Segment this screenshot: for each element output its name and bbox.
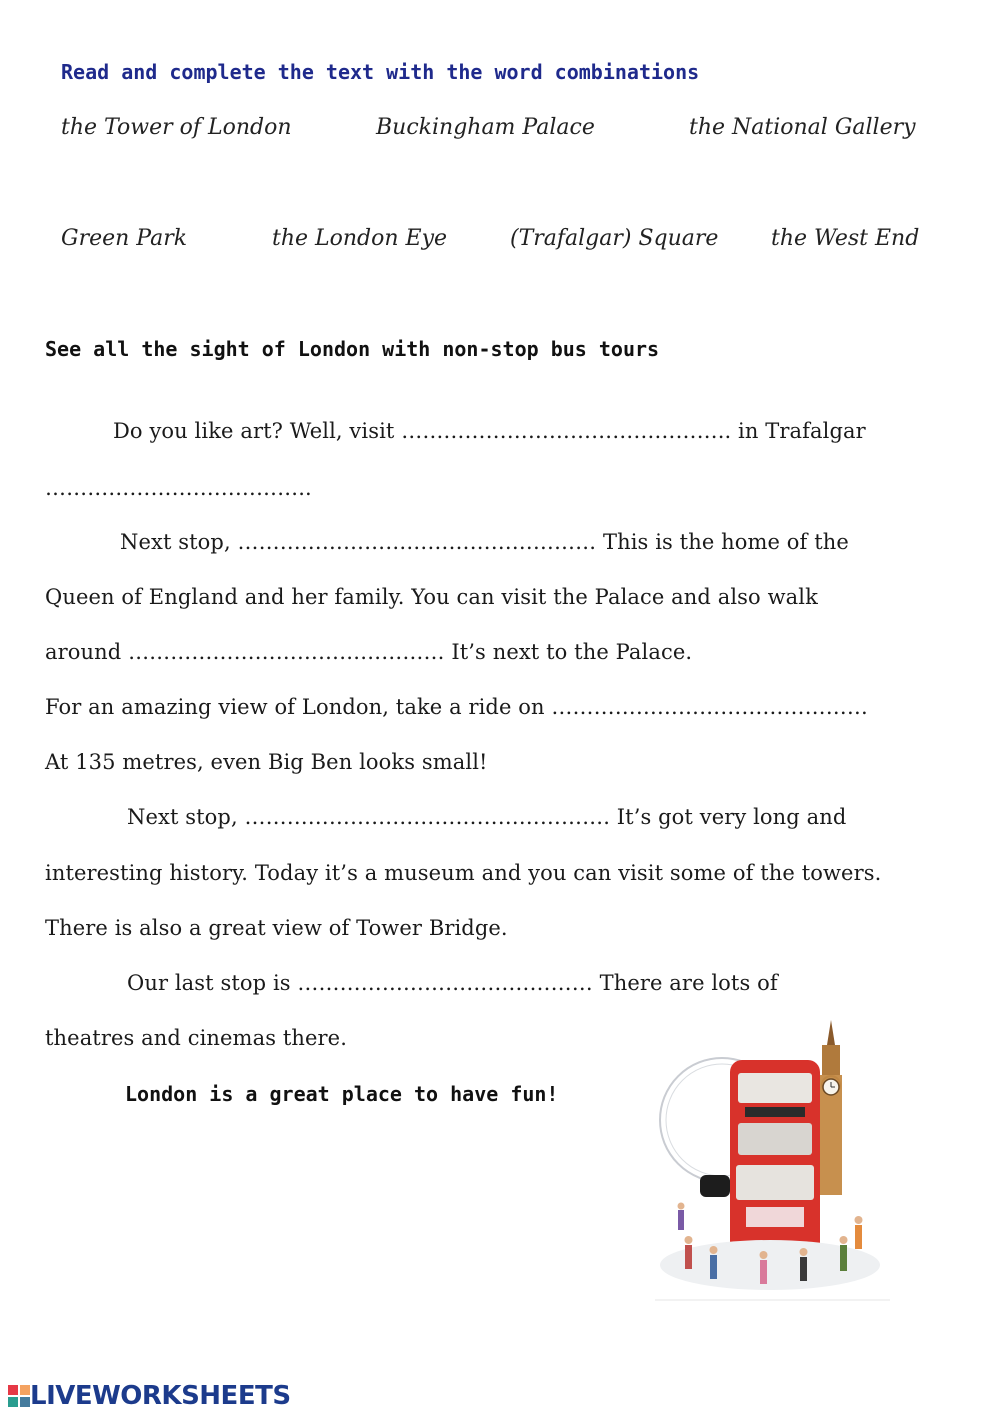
taxi (700, 1175, 730, 1197)
text-line: Our last stop is …………………………………… There are lots of (127, 971, 778, 995)
footer-brand[interactable] (8, 1381, 291, 1411)
word-bank-item: the Tower of London (61, 115, 292, 140)
brand-name: LIVEWORKSHEETS (30, 1381, 291, 1411)
text-line: Queen of England and her family. You can visit the Palace and also walk (45, 585, 818, 609)
text-heading: See all the sight of London with non-stop bus tours (45, 337, 660, 361)
word-bank-item: Green Park (61, 226, 188, 251)
text-line: ……………………………….. (45, 476, 312, 500)
text-line: Do you like art? Well, visit ……………………………………….. in Trafalgar (113, 419, 866, 443)
word-bank-item: the National Gallery (689, 115, 916, 140)
text-line: around ……………………………………… It’s next to the Palace. (45, 640, 693, 664)
text-line: Next stop, …………………………………………… This is the home of the (120, 530, 849, 554)
liveworksheets-logo-icon (8, 1385, 30, 1407)
text-line: theatres and cinemas there. (45, 1026, 347, 1050)
london-bus-illustration (650, 1015, 895, 1305)
text-line: interesting history. Today it’s a museum and you can visit some of the towers. (45, 861, 882, 885)
word-bank-item: the London Eye (272, 226, 448, 251)
text-line: There is also a great view of Tower Bridge. (45, 916, 508, 940)
word-bank-item: (Trafalgar) Square (510, 226, 719, 251)
big-ben-tower (820, 1020, 842, 1195)
text-line: At 135 metres, even Big Ben looks small! (45, 750, 488, 774)
word-bank-item: the West End (771, 226, 920, 251)
text-line: For an amazing view of London, take a ride on ……………………………………… (45, 695, 868, 719)
word-bank-item: Buckingham Palace (376, 115, 595, 140)
text-line: Next stop, ……………………………………………. It’s got very long and (127, 805, 847, 829)
instruction-text: Read and complete the text with the word combinations (61, 60, 700, 84)
double-decker-bus (730, 1060, 820, 1264)
closing-text: London is a great place to have fun! (125, 1082, 559, 1106)
